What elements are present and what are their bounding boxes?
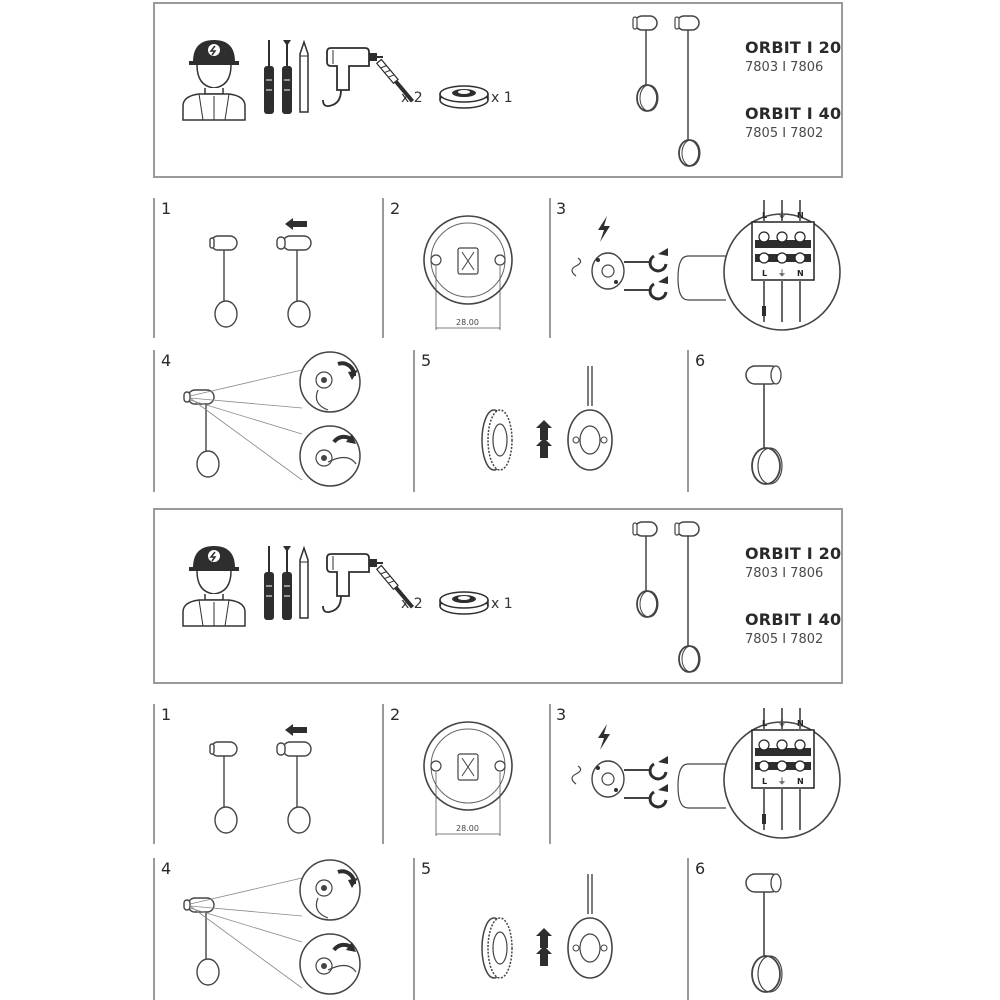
terminal-bottom-n: N (797, 777, 804, 786)
model-codes-20: 7803 I 7806 (745, 566, 824, 581)
step3-wiring-illustration (566, 704, 840, 854)
step-divider (153, 198, 155, 338)
step-number-5: 5 (421, 351, 432, 370)
terminal-bottom-l: L (762, 777, 768, 786)
step-number-3: 3 (556, 705, 567, 724)
step5-illustration (470, 874, 630, 984)
step-divider (382, 198, 384, 338)
step-number-4: 4 (161, 351, 172, 370)
wall-base-icon (439, 588, 489, 616)
lamp-short-icon (633, 522, 663, 618)
step4-illustration (178, 860, 368, 1000)
hole-distance-label: 28.00 (456, 318, 479, 327)
screwdrivers-pencil-icon (259, 546, 315, 622)
step-number-2: 2 (390, 705, 401, 724)
terminal-bottom-earth: ⏚ (778, 777, 786, 786)
model-name-40: ORBIT I 40 (745, 104, 842, 123)
step-number-4: 4 (161, 859, 172, 878)
wall-base-icon (439, 82, 489, 110)
anchor-quantity: x 2 (401, 596, 423, 612)
step-divider (687, 858, 689, 1000)
terminal-bottom-earth: ⏚ (778, 269, 786, 278)
hole-distance-label: 28.00 (456, 824, 479, 833)
terminal-top-earth: ⏚ (778, 719, 786, 728)
step-divider (549, 198, 551, 338)
step-divider (153, 350, 155, 492)
terminal-bottom-n: N (797, 269, 804, 278)
step-divider (153, 858, 155, 1000)
model-name-40: ORBIT I 40 (745, 610, 842, 629)
lamp-short-icon (633, 16, 663, 112)
terminal-top-n: N (797, 211, 804, 220)
model-name-20: ORBIT I 20 (745, 544, 842, 563)
step-divider (153, 704, 155, 844)
step-number-6: 6 (695, 859, 706, 878)
instruction-sheet (0, 508, 1000, 1000)
terminal-top-l: L (762, 719, 768, 728)
step2-illustration (414, 718, 524, 838)
step-divider (382, 704, 384, 844)
model-codes-20: 7803 I 7806 (745, 60, 824, 75)
header-box (153, 2, 843, 178)
step1-illustration (205, 214, 325, 334)
step-number-5: 5 (421, 859, 432, 878)
base-quantity: x 1 (491, 596, 513, 612)
step2-illustration (414, 212, 524, 332)
screwdrivers-pencil-icon (259, 40, 315, 116)
step-number-2: 2 (390, 199, 401, 218)
step6-illustration (742, 872, 792, 996)
step1-illustration (205, 720, 325, 840)
step4-illustration (178, 352, 368, 492)
terminal-top-n: N (797, 719, 804, 728)
electrician-icon (179, 540, 249, 630)
lamp-long-icon (675, 16, 705, 168)
lamp-long-icon (675, 522, 705, 674)
model-name-20: ORBIT I 20 (745, 38, 842, 57)
step-divider (413, 350, 415, 492)
step-number-3: 3 (556, 199, 567, 218)
step-number-1: 1 (161, 705, 172, 724)
step-number-1: 1 (161, 199, 172, 218)
terminal-top-l: L (762, 211, 768, 220)
step6-illustration (742, 364, 792, 488)
step-divider (549, 704, 551, 844)
header-box (153, 508, 843, 684)
electrician-icon (179, 34, 249, 124)
step-number-6: 6 (695, 351, 706, 370)
terminal-top-earth: ⏚ (778, 211, 786, 220)
anchor-quantity: x 2 (401, 90, 423, 106)
terminal-bottom-l: L (762, 269, 768, 278)
step-divider (687, 350, 689, 492)
model-codes-40: 7805 I 7802 (745, 632, 824, 647)
base-quantity: x 1 (491, 90, 513, 106)
step5-illustration (470, 366, 630, 476)
step3-wiring-illustration (566, 196, 840, 346)
model-codes-40: 7805 I 7802 (745, 126, 824, 141)
step-divider (413, 858, 415, 1000)
